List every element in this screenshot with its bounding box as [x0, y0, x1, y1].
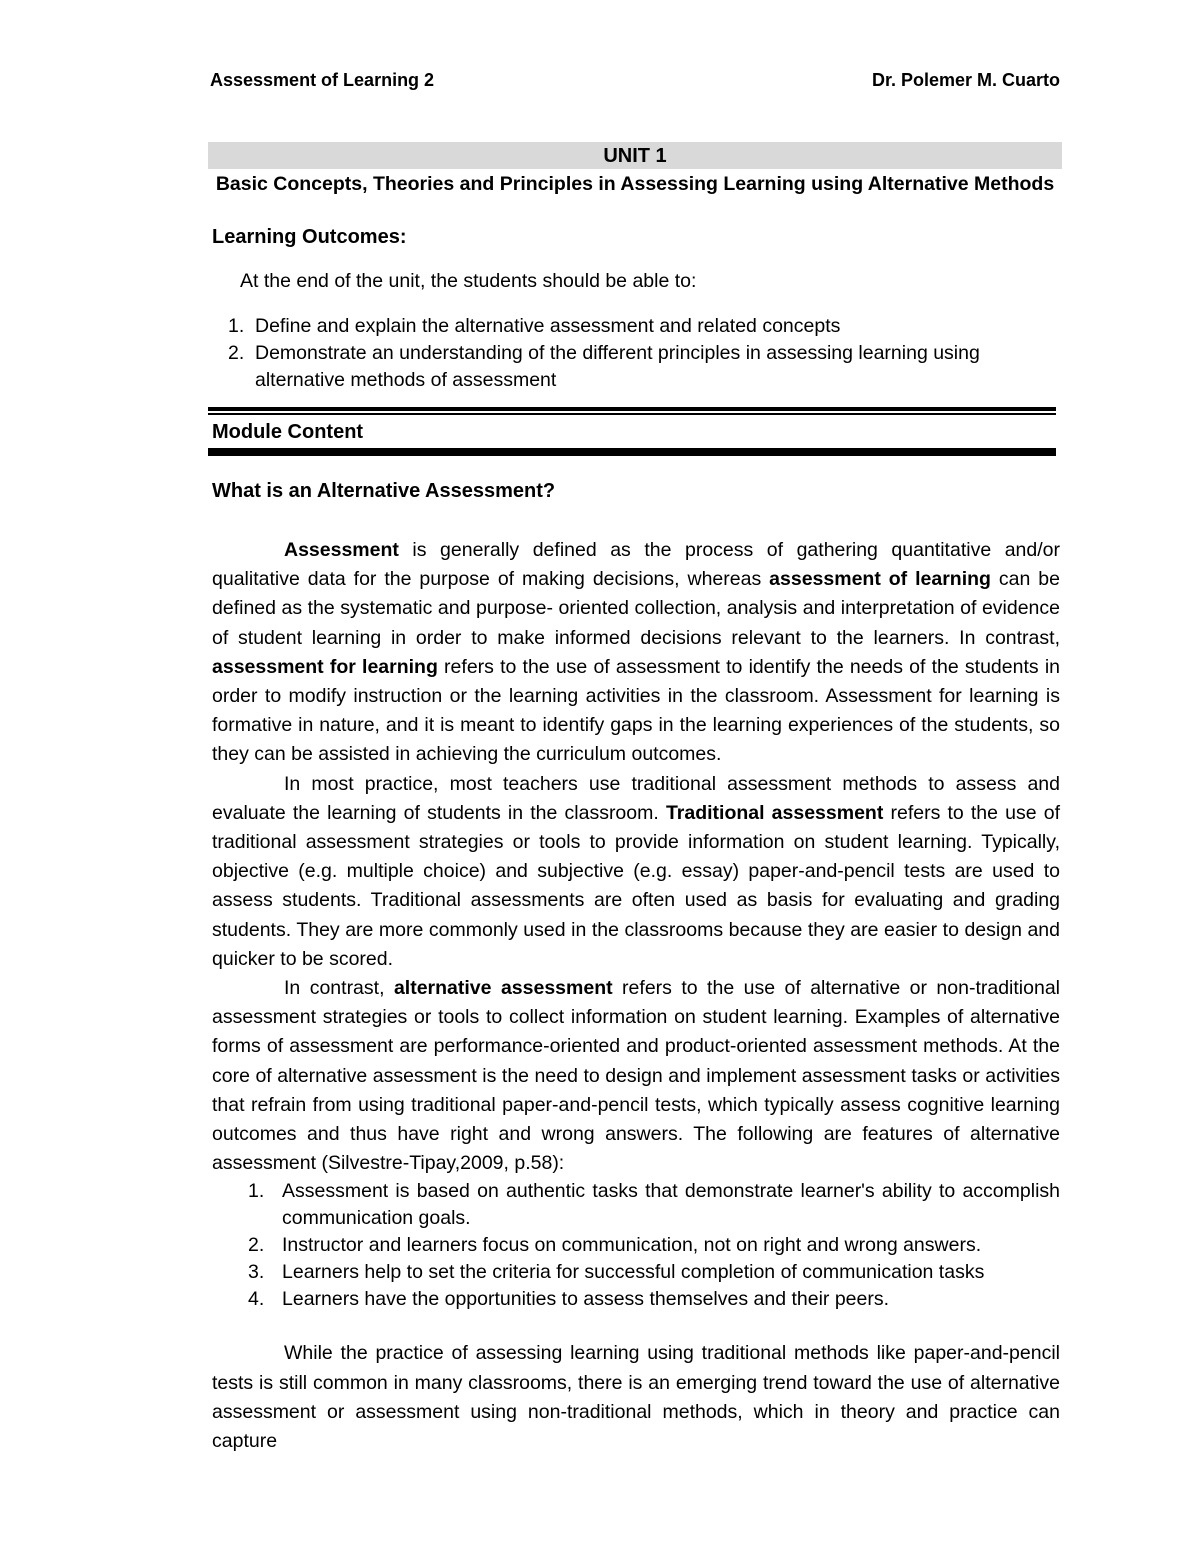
list-number: 1.	[228, 315, 245, 337]
text-run: refers to the use of alternative or non-traditional assessment strategies or tools to collect information on student learning. Examples of alternative forms of assessment are performance-oriented and product-oriented assessment methods. At the core of alternative assessment is the need to design and implement assessment tasks or activities that refrain from using traditional paper-and-pencil tests, which typically assess cognitive learning outcomes and thus have right and wrong answers. The following are features of alternative assessment (Silvestre-Tipay,2009, p.58):	[212, 977, 1060, 1175]
list-text: Instructor and learners focus on communication, not on right and wrong answers.	[282, 1234, 982, 1257]
list-text: Learners have the opportunities to assess themselves and their peers.	[282, 1288, 890, 1311]
list-number: 1.	[248, 1180, 265, 1203]
features-list	[212, 1178, 1060, 1313]
module-content-heading: Module Content	[212, 421, 364, 443]
author-name: Dr. Polemer M. Cuarto	[871, 70, 1060, 90]
list-text: Assessment is based on authentic tasks that demonstrate learner's ability to accomplish communication goals.	[282, 1180, 1060, 1230]
learning-outcomes-heading: Learning Outcomes:	[212, 226, 407, 248]
running-header	[210, 70, 1060, 96]
text-run: is generally defined as the process of gathering quantitative and/or qualitative data for the purpose of making decisions, whereas	[212, 539, 1060, 591]
text-run: In contrast,	[284, 977, 394, 1000]
paragraph	[212, 770, 1060, 974]
list-text: Define and explain the alternative assessment and related concepts	[255, 315, 841, 337]
list-text: Demonstrate an understanding of the different principles in assessing learning using alternative methods of assessment	[255, 342, 980, 391]
list-item	[212, 1178, 1060, 1232]
bold-term: Assessment	[284, 539, 399, 561]
paragraph	[212, 536, 1060, 770]
course-title: Assessment of Learning 2	[210, 70, 435, 90]
text-run: can be defined as the systematic and purpose- oriented collection, analysis and interpretation of evidence of student learning in order to make informed decisions relevant to the learners. In contrast,	[212, 568, 1060, 649]
text-run: In most practice, most teachers use traditional assessment methods to assess and evaluate the learning of students in the classroom.	[212, 772, 1060, 824]
list-item	[228, 313, 1064, 340]
list-item	[212, 1232, 1060, 1259]
bold-term: assessment of learning	[769, 568, 991, 591]
bold-term: alternative assessment	[393, 977, 613, 1000]
list-number: 3.	[248, 1261, 265, 1284]
divider-rule-thick	[208, 448, 1056, 456]
list-number: 4.	[248, 1288, 265, 1311]
list-number: 2.	[228, 342, 245, 364]
unit-title: UNIT 1	[603, 145, 667, 167]
section-heading: What is an Alternative Assessment?	[212, 480, 556, 502]
divider-rule	[208, 407, 1056, 411]
text-run: refers to the use of assessment to identify the needs of the students in order to modify instruction or the learning activities in the classroom. Assessment for learning is formative in nature, and it is meant to identify gaps in the learning experiences of the students, so they can be assisted in achieving the curriculum outcomes.	[212, 655, 1060, 766]
paragraph: While the practice of assessing learning using traditional methods like paper-and-pencil tests is still common in many classrooms, there is an emerging trend toward the use of alternative assessment or assessment using non-traditional methods, which in theory and practice can capture	[212, 1342, 1060, 1453]
paragraph	[212, 974, 1060, 1178]
learning-outcomes-list	[228, 313, 1064, 394]
bold-term: assessment for learning	[212, 655, 438, 678]
list-item	[228, 340, 1064, 394]
learning-outcomes-intro: At the end of the unit, the students should be able to:	[240, 270, 697, 292]
list-item	[212, 1259, 1060, 1286]
divider-rule	[208, 413, 1056, 415]
list-text: Learners help to set the criteria for successful completion of communication tasks	[282, 1261, 985, 1284]
body-text	[212, 536, 1060, 1456]
unit-subtitle: Basic Concepts, Theories and Principles in Assessing Learning using Alternative Methods	[215, 173, 1055, 195]
text-run: refers to the use of traditional assessment strategies or tools to provide information on student learning. Typically, objective (e.g. multiple choice) and subjective (e.g. essay) paper-and-pencil tests are used to assess students. Traditional assessments are often used as basis for evaluating and grading students. They are more commonly used in the classrooms because they are easier to design and quicker to be scored.	[212, 801, 1060, 970]
list-item	[212, 1286, 1060, 1313]
list-number: 2.	[248, 1234, 265, 1257]
bold-term: Traditional assessment	[665, 801, 884, 824]
